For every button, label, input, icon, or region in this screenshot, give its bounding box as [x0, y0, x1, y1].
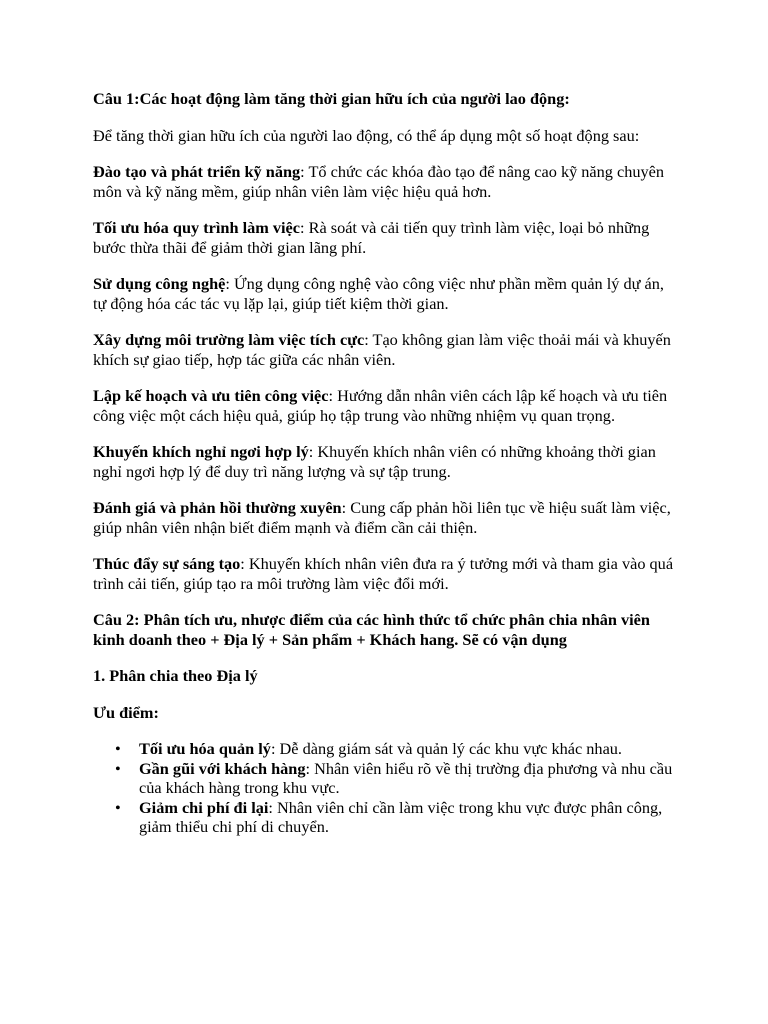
- q1-intro: Để tăng thời gian hữu ích của người lao động, có thể áp dụng một số hoạt động sau:: [93, 125, 640, 145]
- q1-item: Đánh giá và phản hồi thường xuyên: Cung cấp phản hồi liên tục về hiệu suất làm việc, giúp nhân viên nhận biết điểm mạnh và điểm cần cải thiện.: [93, 498, 671, 537]
- list-item: • Gần gũi với khách hàng: Nhân viên hiểu rõ về thị trường địa phương và nhu cầu của khách hàng trong khu vực.: [139, 759, 678, 798]
- q1-item: Thúc đẩy sự sáng tạo: Khuyến khích nhân viên đưa ra ý tưởng mới và tham gia vào quá trình cải tiến, giúp tạo ra môi trường làm việc đổi mới.: [93, 554, 674, 593]
- q1-item: Xây dựng môi trường làm việc tích cực: Tạo không gian làm việc thoải mái và khuyến khích sự giao tiếp, hợp tác giữa các nhân viên.: [93, 330, 671, 369]
- section1-title: 1. Phân chia theo Địa lý: [93, 666, 258, 685]
- q1-item: Lập kế hoạch và ưu tiên công việc: Hướng dẫn nhân viên cách lập kế hoạch và ưu tiên công việc một cách hiệu quả, giúp họ tập trung vào những nhiệm vụ quan trọng.: [93, 386, 668, 425]
- list-item: • Tối ưu hóa quản lý: Dễ dàng giám sát và quản lý các khu vực khác nhau.: [139, 739, 678, 759]
- list-item: • Giảm chi phí đi lại: Nhân viên chỉ cần làm việc trong khu vực được phân công, giảm thiểu chi phí di chuyển.: [139, 798, 678, 837]
- pros-list: [93, 739, 678, 837]
- q1-item: Sử dụng công nghệ: Ứng dụng công nghệ vào công việc như phần mềm quản lý dự án, tự động hóa các tác vụ lặp lại, giúp tiết kiệm thời gian.: [93, 274, 664, 313]
- q1-heading: Câu 1:Các hoạt động làm tăng thời gian hữu ích của người lao động:: [93, 89, 570, 108]
- q1-item: Tối ưu hóa quy trình làm việc: Rà soát và cải tiến quy trình làm việc, loại bỏ những bước thừa thãi để giảm thời gian lãng phí.: [93, 218, 650, 257]
- q1-item: Đào tạo và phát triển kỹ năng: Tổ chức các khóa đào tạo để nâng cao kỹ năng chuyên môn và kỹ năng mềm, giúp nhân viên làm việc hiệu quả hơn.: [93, 162, 665, 201]
- pros-title: Ưu điểm:: [93, 702, 159, 722]
- q1-item: Khuyến khích nghỉ ngơi hợp lý: Khuyến khích nhân viên có những khoảng thời gian nghỉ ngơi hợp lý để duy trì năng lượng và sự tập trung.: [93, 442, 656, 481]
- q2-heading: Câu 2: Phân tích ưu, nhược điểm của các hình thức tổ chức phân chia nhân viên kinh doanh theo + Địa lý + Sản phẩm + Khách hang. Sẽ có vận dụng: [93, 610, 650, 649]
